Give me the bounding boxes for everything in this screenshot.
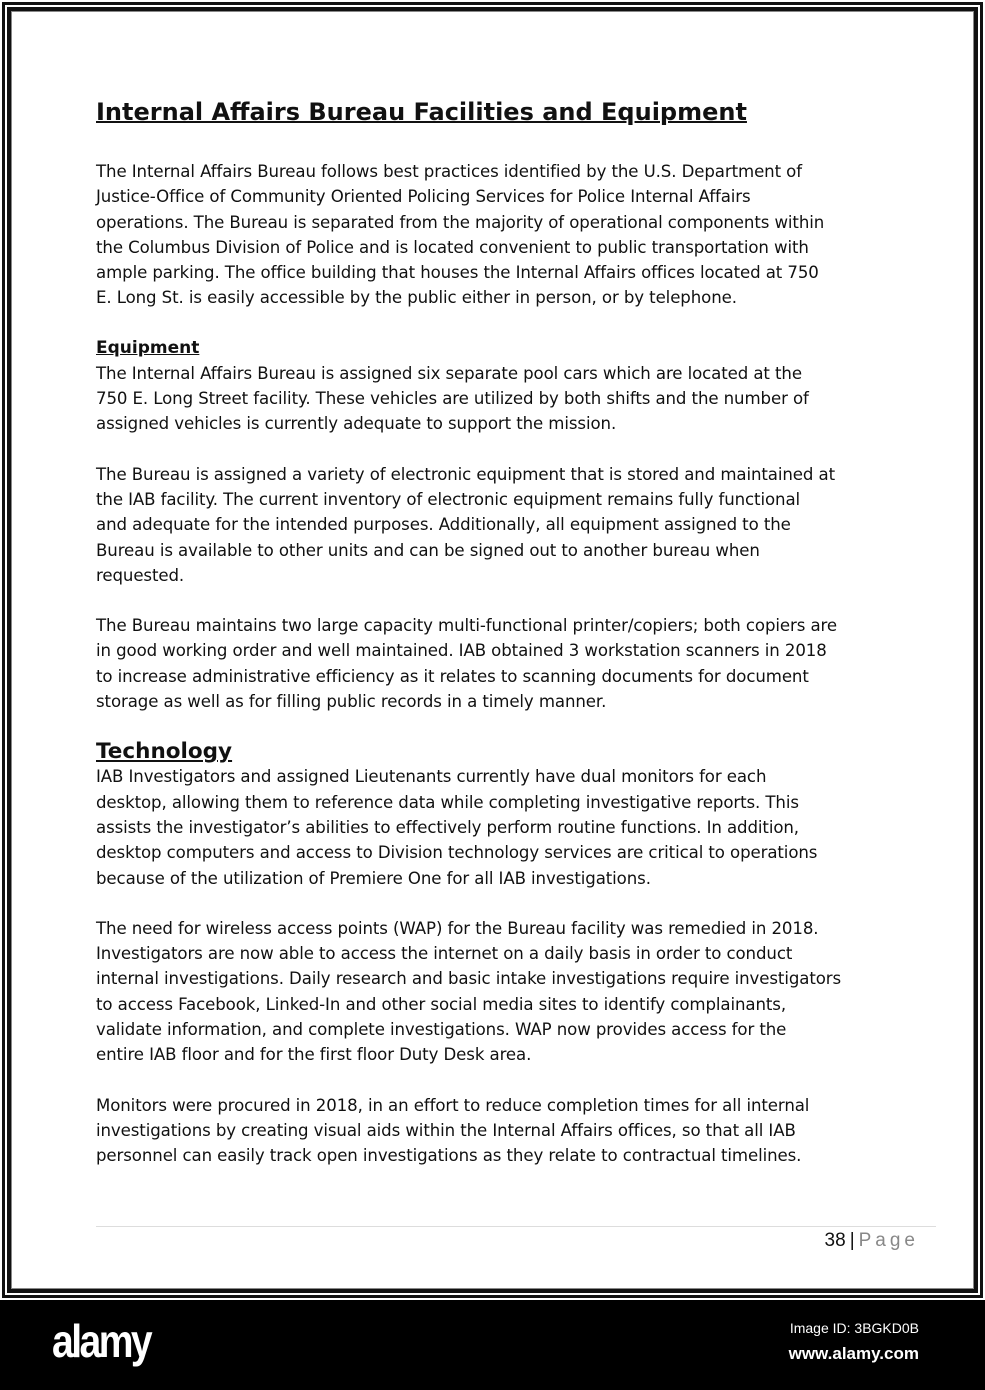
equipment-heading: Equipment (96, 337, 200, 358)
text-line: Justice-Office of Community Oriented Policing Services for Police Internal Affairs (96, 187, 751, 207)
watermark-bar (0, 1300, 985, 1390)
text-line: to increase administrative efficiency as it relates to scanning documents for document (96, 666, 809, 686)
equipment-paragraph (96, 613, 946, 714)
text-line: the IAB facility. The current inventory of electronic equipment remains fully functional (96, 489, 801, 509)
text-line: E. Long St. is easily accessible by the public either in person, or by telephone. (96, 288, 737, 308)
footer-divider (96, 1226, 936, 1227)
equipment-section (96, 361, 946, 715)
document-content (96, 98, 946, 1194)
text-line: personnel can easily track open investigations as they relate to contractual timelines. (96, 1146, 802, 1166)
text-line: IAB Investigators and assigned Lieutenants currently have dual monitors for each (96, 767, 767, 787)
text-line: entire IAB floor and for the first floor Duty Desk area. (96, 1045, 532, 1065)
text-line: ample parking. The office building that houses the Internal Affairs offices located at 750 (96, 263, 819, 283)
text-line: The Bureau is assigned a variety of electronic equipment that is stored and maintained at (96, 464, 835, 484)
text-line: internal investigations. Daily research and basic intake investigations require investigators (96, 969, 842, 989)
intro-paragraph (96, 159, 946, 311)
text-line: validate information, and complete investigations. WAP now provides access for the (96, 1020, 787, 1040)
text-line: investigations by creating visual aids within the Internal Affairs offices, so that all IAB (96, 1120, 796, 1140)
text-line: desktop, allowing them to reference data while completing investigative reports. This (96, 792, 799, 812)
text-line: desktop computers and access to Division technology services are critical to operations (96, 843, 818, 863)
technology-heading: Technology (96, 739, 233, 765)
page-label: Page (858, 1230, 919, 1251)
technology-paragraph (96, 1093, 946, 1169)
page-number-separator: | (849, 1230, 855, 1251)
technology-paragraph (96, 916, 946, 1068)
text-line: operations. The Bureau is separated from the majority of operational components within (96, 212, 825, 232)
text-line: in good working order and well maintained. IAB obtained 3 workstation scanners in 2018 (96, 641, 827, 661)
text-line: 750 E. Long Street facility. These vehicles are utilized by both shifts and the number of (96, 389, 809, 409)
page-title: Internal Affairs Bureau Facilities and Equipment (96, 98, 747, 126)
text-line: The Internal Affairs Bureau follows best practices identified by the U.S. Department of (96, 162, 802, 181)
text-line: assigned vehicles is currently adequate to support the mission. (96, 414, 617, 434)
text-line: to access Facebook, Linked-In and other social media sites to identify complainants, (96, 994, 787, 1014)
text-line: Investigators are now able to access the internet on a daily basis in order to conduct (96, 944, 793, 964)
equipment-paragraph (96, 361, 946, 437)
text-line: assists the investigator’s abilities to effectively perform routine functions. In addition, (96, 817, 799, 837)
text-line: The Internal Affairs Bureau is assigned six separate pool cars which are located at the (96, 363, 802, 383)
text-line: Monitors were procured in 2018, in an effort to reduce completion times for all internal (96, 1095, 810, 1115)
page-number (825, 1230, 919, 1252)
technology-section (96, 764, 946, 1168)
technology-paragraph (96, 764, 946, 890)
equipment-paragraph (96, 462, 946, 588)
text-line: Bureau is available to other units and can be signed out to another bureau when (96, 540, 760, 560)
text-line: the Columbus Division of Police and is located convenient to public transportation with (96, 237, 809, 257)
site-url: www.alamy.com (788, 1344, 919, 1363)
page-number-value: 38 (824, 1230, 846, 1251)
text-line: The need for wireless access points (WAP) for the Bureau facility was remedied in 2018. (96, 918, 819, 938)
text-line: and adequate for the intended purposes. Additionally, all equipment assigned to the (96, 515, 791, 535)
text-line: The Bureau maintains two large capacity multi-functional printer/copiers; both copiers are (96, 616, 838, 636)
text-line: storage as well as for filling public records in a timely manner. (96, 692, 607, 712)
alamy-logo: alamy (52, 1315, 151, 1367)
text-line: requested. (96, 565, 185, 585)
image-id: Image ID: 3BGKD0B (789, 1320, 919, 1336)
text-line: because of the utilization of Premiere One for all IAB investigations. (96, 868, 651, 888)
